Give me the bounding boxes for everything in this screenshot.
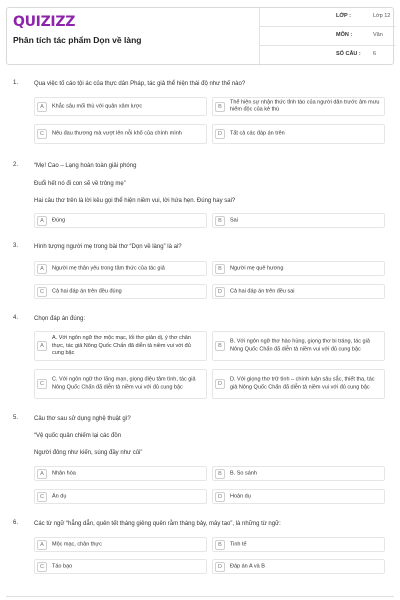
option-letter: C [37,492,47,502]
option-a[interactable] [34,537,207,552]
option-letter: D [215,562,225,572]
option-text: B. So sánh [230,469,257,476]
option-letter: B [215,102,225,112]
option-text: Ẩn dụ [52,492,67,499]
option-letter: B [215,216,225,226]
option-text: Nêu đau thương mà vượt lên nỗi khổ của chính mình [52,130,182,137]
option-c[interactable] [34,284,207,299]
option-c[interactable] [34,489,207,504]
option-d[interactable] [212,559,385,574]
option-letter: A [37,216,47,226]
question-text: Đuổi hết nó đi con sẽ về trông mẹ” [34,181,126,187]
meta-count-label: SỐ CÂU : [336,51,361,57]
option-c[interactable] [34,559,207,574]
option-letter: A [37,540,47,550]
option-letter: B [215,540,225,550]
option-text: B. Với ngôn ngữ thơ hào hùng, giọng thơ bi tráng, tác giả Nông Quốc Chấn đã diễn tả niềm vui với đủ cung bậc [230,338,370,352]
option-letter: C [37,379,47,389]
meta-class-row [260,8,396,27]
question-text: Câu thơ sau sử dụng nghệ thuật gì? [34,416,131,422]
option-text: Người mẹ thân yêu trong tâm thức của tác giả [52,264,165,271]
option-text: D. Với giọng thơ trữ tình – chính luận sâu sắc, thiết tha, tác giả Nông Quốc Chấn đã diễn tả niềm vui với đủ cung bậc [230,376,375,390]
option-letter: B [215,341,225,351]
question-text: “Vệ quốc quân chiếm lại các đồn [34,433,122,439]
option-text: Táo bạo [52,562,73,569]
option-text: Thể hiện sự nhận thức tỉnh táo của người dân trước âm mưu hiểm độc của kẻ thù [230,99,380,113]
option-text: Cả hai đáp án trên đều đúng [52,287,122,294]
question-number: 3. [13,243,19,249]
question-text: Các từ ngữ “hẳng dẳn, quên tết tháng giêng quên rằm tháng bảy, mây tao”, là những từ ngữ: [34,521,281,527]
option-d[interactable] [212,124,385,144]
option-letter: A [37,341,47,351]
question-number: 1. [13,80,19,86]
option-b[interactable] [212,537,385,552]
meta-class-value: Lớp 12 [373,13,391,19]
option-text: Sai [230,216,238,223]
option-c[interactable] [34,369,207,399]
option-b[interactable] [212,331,385,361]
option-letter: D [215,492,225,502]
meta-subject-value: Văn [373,32,383,38]
option-b[interactable] [212,97,385,116]
question-number: 5. [13,415,19,421]
option-letter: B [215,469,225,479]
question-text: Người đông như kiến, súng đầy như củi” [34,450,143,456]
meta-subject-label: MÔN : [336,32,353,38]
option-text: A. Với ngôn ngữ thơ mộc mạc, lối thơ giản dị, ý thơ chân thực, tác giả Nông Quốc Chấn đã diễn tả niềm vui với đủ cung bậc [52,334,191,356]
meta-count-value: 6 [373,51,377,57]
question-number: 4. [13,315,19,321]
option-text: Đáp án A và B [230,562,265,569]
question-number: 6. [13,520,19,526]
option-a[interactable] [34,466,207,481]
option-text: Người mẹ quê hương [230,264,284,271]
option-letter: D [215,379,225,389]
option-b[interactable] [212,261,385,276]
option-a[interactable] [34,97,207,116]
question-text: “Mẹ! Cao – Lạng hoàn toàn giải phóng [34,163,137,169]
question-number: 2. [13,162,19,168]
meta-subject-row [260,27,396,46]
question-text: Qua việc tố cáo tội ác của thực dân Pháp, tác giả thể hiện thái độ như thế nào? [34,81,246,87]
option-a[interactable] [34,213,207,228]
worksheet-header [6,7,394,65]
option-d[interactable] [212,284,385,299]
meta-count-row [260,46,396,65]
option-letter: A [37,469,47,479]
quizizz-logo: QUIZIZZ [13,14,76,30]
option-b[interactable] [212,213,385,228]
option-letter: C [37,287,47,297]
option-a[interactable] [34,261,207,276]
page-title: Phân tích tác phẩm Dọn về làng [13,35,142,45]
option-letter: D [215,287,225,297]
option-text: Hoán dụ [230,492,251,499]
option-text: C. Với ngôn ngữ thơ lãng mạn, giọng điệu tâm tình, tác giả Nông Quốc Chấn đã diễn tả niềm vui với đủ cung bậc [52,376,196,390]
option-letter: C [37,129,47,139]
option-letter: C [37,562,47,572]
option-text: Đúng [52,216,66,223]
option-text: Tinh tế [230,540,247,547]
option-d[interactable] [212,489,385,504]
option-letter: A [37,102,47,112]
option-text: Tất cả các đáp án trên [230,130,285,137]
meta-class-label: LỚP : [336,13,351,19]
option-text: Khắc sâu mối thù với quân xâm lược [52,102,143,109]
option-letter: D [215,129,225,139]
option-b[interactable] [212,466,385,481]
option-a[interactable] [34,331,207,361]
page-divider [6,596,394,597]
option-d[interactable] [212,369,385,399]
worksheet-meta [259,8,395,66]
question-text: Hình tượng người mẹ trong bài thơ “Dọn về làng” là ai? [34,244,182,250]
option-text: Mộc mạc, chân thực [52,540,102,547]
option-letter: B [215,264,225,274]
question-text: Hai câu thơ trên là lời kêu gọi thể hiện niềm vui, lời hứa hẹn. Đúng hay sai? [34,198,236,204]
option-text: Nhân hóa [52,469,76,476]
option-c[interactable] [34,124,207,144]
option-text: Cả hai đáp án trên đều sai [230,287,295,294]
question-text: Chọn đáp án đúng: [34,316,86,322]
option-letter: A [37,264,47,274]
